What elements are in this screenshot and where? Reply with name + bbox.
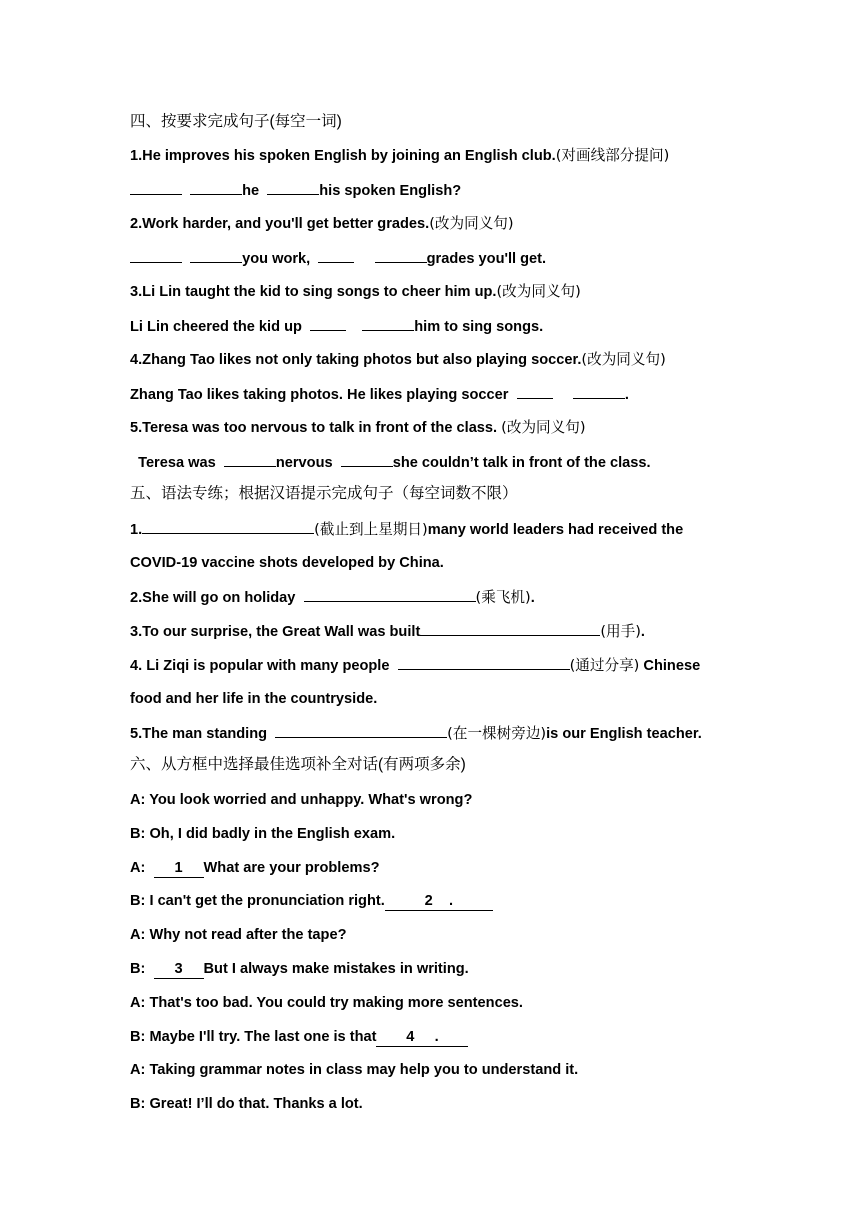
s4-q3-end: him to sing songs. xyxy=(414,319,544,335)
answer-blank[interactable] xyxy=(267,177,319,195)
dialog-line xyxy=(130,855,820,881)
s4-q3-note: (改为同义句) xyxy=(496,283,581,300)
answer-blank[interactable] xyxy=(517,381,553,399)
answer-blank[interactable] xyxy=(420,618,600,636)
dialog-line xyxy=(130,956,820,982)
dialog-l10: B: Great! I’ll do that. Thanks a lot. xyxy=(130,1096,363,1112)
dialog-l8-start: B: Maybe I'll try. The last one is that xyxy=(130,1029,377,1045)
s5-q3-start: 3.To our surprise, the Great Wall was built xyxy=(130,624,421,640)
section4-heading xyxy=(130,109,820,135)
dialog-l2: B: Oh, I did badly in the English exam. xyxy=(130,826,396,842)
dialog-l6-start: B: xyxy=(130,961,146,977)
s5-q5-hint: (在一棵树旁边) xyxy=(447,725,547,742)
s5-q5-end: is our English teacher. xyxy=(546,726,702,742)
s4-q5-mid: nervous xyxy=(275,455,333,471)
s4-q2-text: 2.Work harder, and you'll get better grades. xyxy=(130,216,430,232)
answer-blank[interactable] xyxy=(224,449,276,467)
dialog-line xyxy=(130,787,820,813)
answer-blank[interactable] xyxy=(275,720,447,738)
s5-q4 xyxy=(130,652,820,678)
s5-q5 xyxy=(130,720,820,746)
dialog-blank-4-dot: . xyxy=(434,1029,439,1045)
answer-blank[interactable] xyxy=(130,177,182,195)
s5-q3-end: . xyxy=(640,624,645,640)
s4-q1-mid: he xyxy=(242,183,260,199)
dialog-line xyxy=(130,990,820,1016)
s4-q5-start: Teresa was xyxy=(138,455,216,471)
answer-blank[interactable] xyxy=(190,177,242,195)
dialog-l9: A: Taking grammar notes in class may help you to understand it. xyxy=(130,1062,579,1078)
s5-q4-cont-text: food and her life in the countryside. xyxy=(130,691,378,707)
s4-q3-start: Li Lin cheered the kid up xyxy=(130,319,302,335)
dialog-l6-end: But I always make mistakes in writing. xyxy=(203,961,469,977)
s5-q2-start: 2.She will go on holiday xyxy=(130,590,296,606)
s4-q5-end: she couldn’t talk in front of the class. xyxy=(392,455,651,471)
s4-q1-note: (对画线部分提问) xyxy=(555,147,670,164)
s4-q2-answer xyxy=(130,245,820,271)
dialog-blank-2[interactable] xyxy=(385,893,493,911)
section6-heading-text: 六、从方框中选择最佳选项补全对话(有两项多余) xyxy=(130,756,466,773)
dialog-blank-3[interactable]: 3 xyxy=(154,961,204,979)
answer-blank[interactable] xyxy=(573,381,625,399)
section5-heading xyxy=(130,481,820,507)
answer-blank[interactable] xyxy=(375,245,427,263)
dialog-line xyxy=(130,821,820,847)
s5-q2 xyxy=(130,584,820,610)
answer-blank[interactable] xyxy=(398,652,570,670)
dialog-line xyxy=(130,922,820,948)
s4-q3-question xyxy=(130,279,820,305)
dialog-l3-end: What are your problems? xyxy=(203,860,380,876)
answer-blank[interactable] xyxy=(130,245,182,263)
s4-q1-answer xyxy=(130,177,820,203)
s4-q5-answer xyxy=(130,449,820,475)
s5-q2-end: . xyxy=(530,590,535,606)
section4-heading-text: 四、按要求完成句子(每空一词) xyxy=(130,113,342,130)
dialog-blank-2-num: 2 xyxy=(424,893,433,909)
answer-blank[interactable] xyxy=(318,245,354,263)
dialog-blank-1[interactable]: 1 xyxy=(154,860,204,878)
s4-q1-question xyxy=(130,143,820,169)
s5-q4-hint: (通过分享) xyxy=(569,657,640,674)
s4-q5-note: (改为同义句) xyxy=(501,419,586,436)
dialog-l1: A: You look worried and unhappy. What's wrong? xyxy=(130,792,473,808)
s4-q2-end: grades you'll get. xyxy=(426,251,547,267)
s4-q2-mid: you work, xyxy=(242,251,311,267)
s4-q1-text: 1.He improves his spoken English by joining an English club. xyxy=(130,148,556,164)
s5-q1-hint: (截止到上星期日) xyxy=(314,521,428,538)
s4-q4-start: Zhang Tao likes taking photos. He likes playing soccer xyxy=(130,387,509,403)
s4-q3-answer xyxy=(130,313,820,339)
s4-q4-end: . xyxy=(624,387,629,403)
dialog-blank-4-num: 4 xyxy=(406,1029,415,1045)
dialog-l4-start: B: I can't get the pronunciation right. xyxy=(130,893,385,909)
s5-q4-end: Chinese xyxy=(639,658,701,674)
s5-q3-hint: (用手) xyxy=(600,623,641,640)
section5-heading-text: 五、语法专练；根据汉语提示完成句子（每空词数不限） xyxy=(130,485,518,502)
dialog-l5: A: Why not read after the tape? xyxy=(130,927,347,943)
s5-q4-cont xyxy=(130,686,820,712)
s5-q1-cont-text: COVID-19 vaccine shots developed by China. xyxy=(130,555,444,571)
s4-q5-text: 5.Teresa was too nervous to talk in front of the class. xyxy=(130,420,502,436)
s4-q5-question xyxy=(130,415,820,441)
s5-q1-cont xyxy=(130,550,820,576)
section6-heading xyxy=(130,752,820,778)
dialog-line xyxy=(130,1091,820,1117)
s5-q3 xyxy=(130,618,820,644)
s4-q2-question xyxy=(130,211,820,237)
s4-q4-note: (改为同义句) xyxy=(581,351,666,368)
s4-q2-note: (改为同义句) xyxy=(429,215,514,232)
s5-q1-end: many world leaders had received the xyxy=(427,522,684,538)
answer-blank[interactable] xyxy=(190,245,242,263)
dialog-l3-start: A: xyxy=(130,860,146,876)
answer-blank[interactable] xyxy=(341,449,393,467)
s5-q2-hint: (乘飞机) xyxy=(475,589,531,606)
s5-q1 xyxy=(130,516,820,542)
dialog-l7: A: That's too bad. You could try making more sentences. xyxy=(130,995,523,1011)
dialog-blank-4[interactable] xyxy=(376,1029,468,1047)
dialog-blank-2-dot: . xyxy=(448,893,454,909)
answer-blank[interactable] xyxy=(362,313,414,331)
s4-q3-text: 3.Li Lin taught the kid to sing songs to cheer him up. xyxy=(130,284,497,300)
dialog-line xyxy=(130,1024,820,1050)
s5-q5-start: 5.The man standing xyxy=(130,726,268,742)
s4-q1-end: his spoken English? xyxy=(319,183,462,199)
s5-q4-start: 4. Li Ziqi is popular with many people xyxy=(130,658,390,674)
s5-q1-start: 1. xyxy=(130,522,143,538)
answer-blank[interactable] xyxy=(304,584,476,602)
dialog-line xyxy=(130,888,820,914)
answer-blank[interactable] xyxy=(142,516,314,534)
s4-q4-answer xyxy=(130,381,820,407)
s4-q4-text: 4.Zhang Tao likes not only taking photos but also playing soccer. xyxy=(130,352,582,368)
s4-q4-question xyxy=(130,347,820,373)
answer-blank[interactable] xyxy=(310,313,346,331)
dialog-line xyxy=(130,1057,820,1083)
